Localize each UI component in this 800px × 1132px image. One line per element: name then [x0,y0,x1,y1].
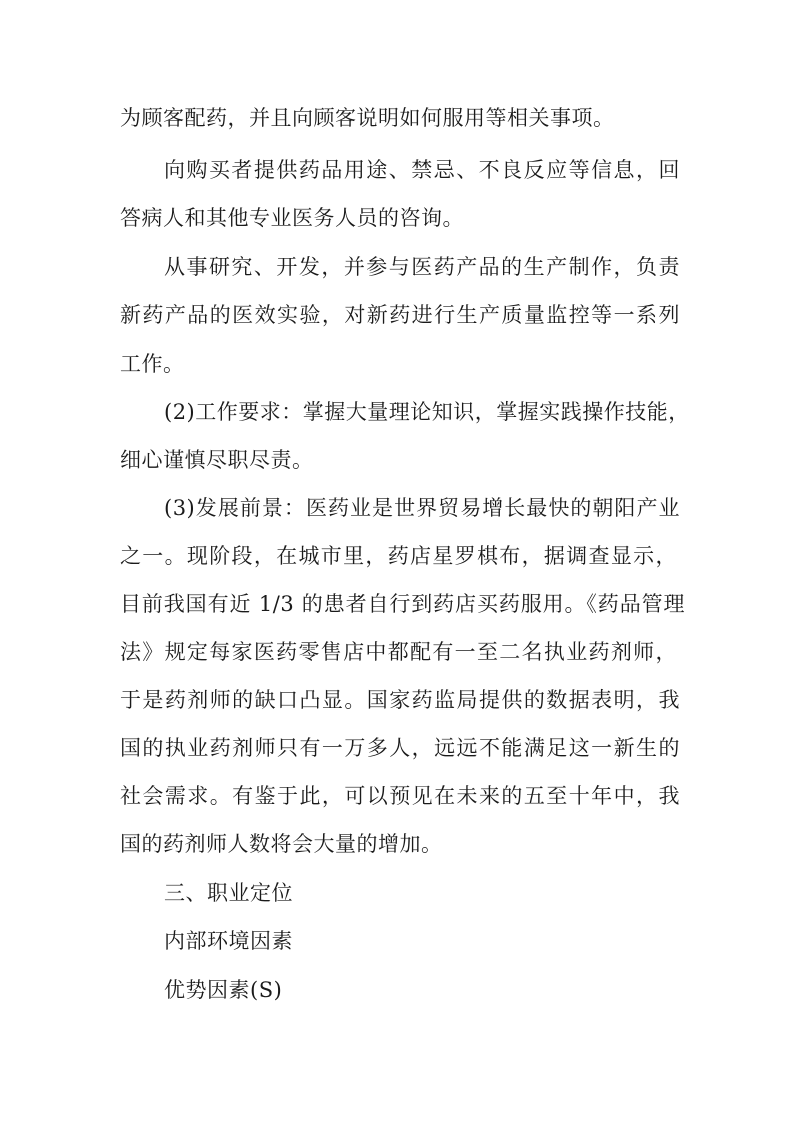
subsection-item: 优势因素(S) [164,978,283,1002]
text-line-2: 向购买者提供药品用途、禁忌、不良反应等信息，回 [164,158,680,182]
subsection-heading: 内部环境因素 [164,929,293,953]
text-line-5: 新药产品的医效实验，对新药进行生产质量监控等一系列 [120,303,680,327]
text-line-7: (2)工作要求：掌握大量理论知识，掌握实践操作技能， [164,400,690,424]
text-line-6: 工作。 [120,352,185,376]
text-line-15: 社会需求。有鉴于此，可以预见在未来的五至十年中，我 [120,784,680,808]
text-line-13: 于是药剂师的缺口凸显。国家药监局提供的数据表明，我 [120,688,680,712]
section-heading: 三、职业定位 [164,881,293,905]
text-line-1: 为顾客配药，并且向顾客说明如何服用等相关事项。 [120,106,615,130]
text-line-8: 细心谨慎尽职尽责。 [120,448,314,472]
text-line-10: 之一。现阶段，在城市里，药店星罗棋布，据调查显示， [120,544,677,568]
text-line-12: 法》规定每家医药零售店中都配有一至二名执业药剂师， [120,640,677,664]
text-line-3: 答病人和其他专业医务人员的咨询。 [120,206,464,230]
text-line-4: 从事研究、开发，并参与医药产品的生产制作，负责 [164,255,680,279]
text-line-9: (3)发展前景：医药业是世界贸易增长最快的朝阳产业 [164,496,680,520]
text-line-14: 国的执业药剂师只有一万多人，远远不能满足这一新生的 [120,736,680,760]
text-line-16: 国的药剂师人数将会大量的增加。 [120,832,443,856]
text-line-11: 目前我国有近 1/3 的患者自行到药店买药服用。《药品管理 [120,592,685,616]
